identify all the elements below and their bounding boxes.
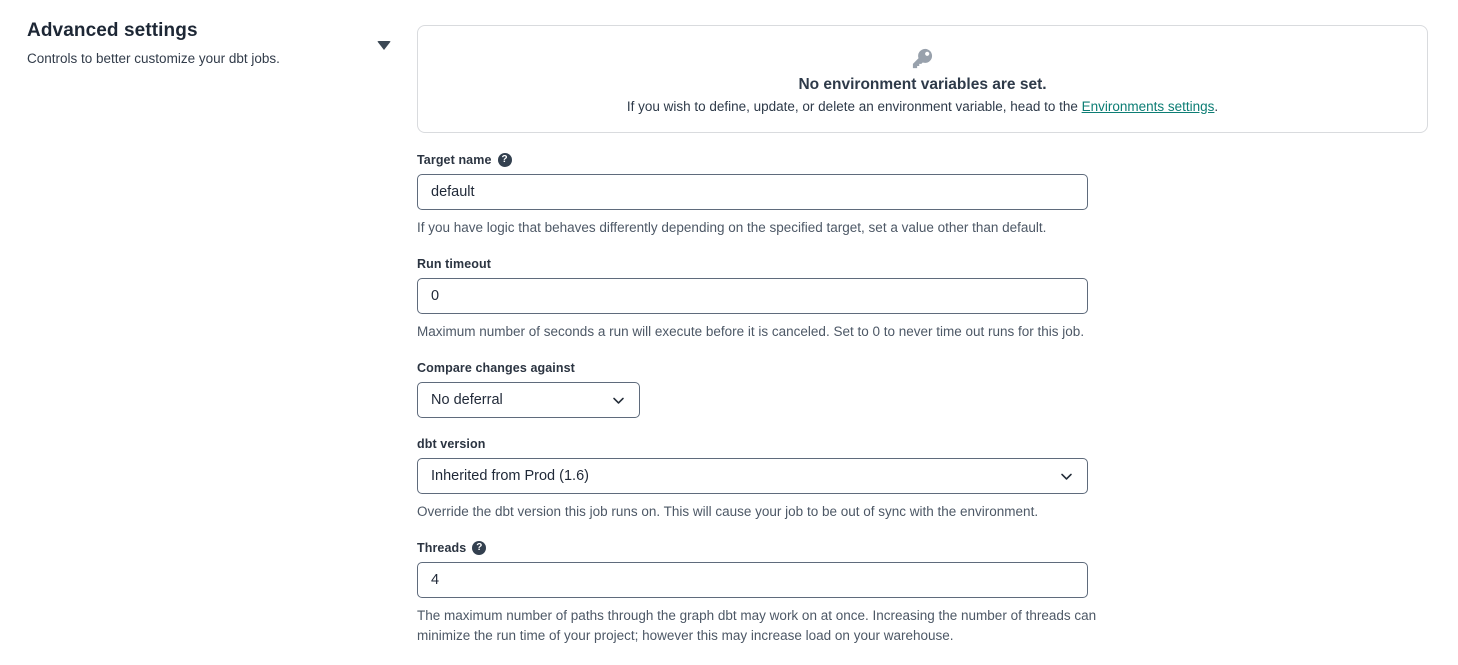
key-icon	[911, 47, 934, 70]
env-empty-title: No environment variables are set.	[798, 75, 1047, 93]
job-settings-form	[417, 153, 1097, 646]
chevron-down-icon	[611, 393, 626, 408]
dbt-version-selected-value: Inherited from Prod (1.6)	[431, 468, 589, 484]
env-empty-message	[627, 99, 1218, 114]
chevron-down-icon	[1059, 469, 1074, 484]
dbt-version-select[interactable]	[417, 458, 1088, 494]
threads-hint: The maximum number of paths through the graph dbt may work on at once. Increasing the number of threads can minimize the run time of your project; however this may increase load on your warehouse.	[417, 608, 1097, 643]
target-name-input[interactable]	[417, 174, 1088, 210]
env-message-prefix: If you wish to define, update, or delete an environment variable, head to the	[626, 98, 1082, 114]
compare-changes-select[interactable]	[417, 382, 640, 418]
target-name-hint: If you have logic that behaves differently depending on the specified target, set a value other than default.	[417, 220, 1047, 235]
target-name-label: Target name	[417, 153, 492, 167]
env-message-suffix: .	[1214, 98, 1219, 114]
field-target-name	[417, 153, 1088, 238]
compare-changes-label: Compare changes against	[417, 361, 575, 375]
advanced-settings-panel	[417, 25, 1428, 665]
section-header	[27, 20, 367, 66]
run-timeout-input[interactable]	[417, 278, 1088, 314]
dbt-version-label: dbt version	[417, 437, 486, 451]
environments-settings-link[interactable]: Environments settings	[1081, 98, 1215, 114]
run-timeout-label: Run timeout	[417, 257, 492, 271]
compare-changes-selected-value: No deferral	[431, 392, 503, 408]
collapse-section-caret-icon[interactable]	[377, 41, 391, 50]
field-compare-changes	[417, 361, 1088, 418]
target-name-help-icon[interactable]: ?	[498, 153, 512, 167]
threads-input[interactable]	[417, 562, 1088, 598]
field-dbt-version	[417, 437, 1088, 522]
page-subtitle: Controls to better customize your dbt jobs.	[27, 51, 280, 66]
field-run-timeout	[417, 257, 1088, 342]
run-timeout-hint: Maximum number of seconds a run will execute before it is canceled. Set to 0 to never time out runs for this job.	[417, 324, 1085, 339]
page-title: Advanced settings	[27, 20, 198, 41]
threads-help-icon[interactable]: ?	[472, 541, 486, 555]
field-threads	[417, 541, 1097, 646]
environment-variables-empty-state	[417, 25, 1428, 133]
dbt-version-hint: Override the dbt version this job runs on. This will cause your job to be out of sync with the environment.	[417, 504, 1039, 519]
threads-label: Threads	[417, 541, 467, 555]
